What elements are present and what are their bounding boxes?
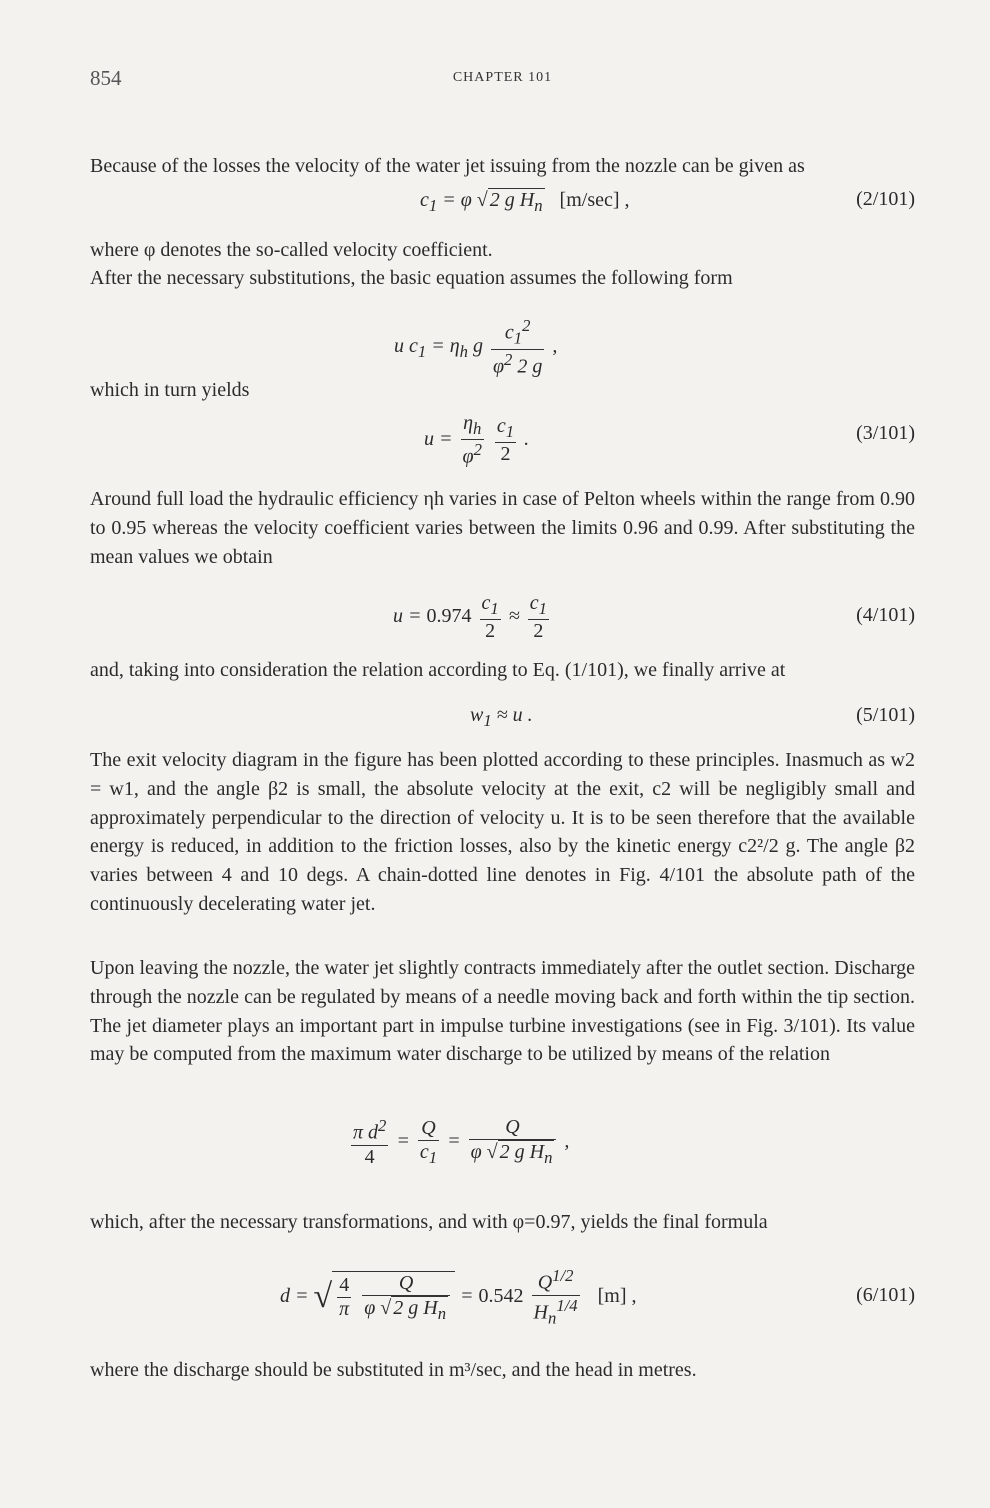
paragraph-4: which in turn yields xyxy=(90,379,250,401)
page-number: 854 xyxy=(90,66,122,90)
equation-4 xyxy=(90,590,915,650)
chapter-title: CHAPTER 101 xyxy=(452,70,553,85)
paragraph-6: and, taking into consideration the relation according to Eq. (1/101), we finally arrive at xyxy=(90,659,786,681)
equation-relation xyxy=(90,1112,915,1182)
equation-5-body: $w_1 \approx u$ . xyxy=(470,704,533,730)
equation-6-coefficient: 0.542 xyxy=(478,1284,524,1307)
equation-6-unit: [m] , xyxy=(597,1284,637,1307)
paragraph-7: The exit velocity diagram in the figure has been plotted according to these principles. Inasmuch as w2 = w1, and the angle β2 is small, the absolute velocity at the exit, c2 will be negligibly small and approximately perpendicular to the direction of velocity u. It is to be seen therefore that the available energy is reduced, in addition to the friction losses, also by the kinetic energy c2²/2 g. The angle β2 varies between 4 and 10 degs. A chain-dotted line denotes in Fig. 4/101 the absolute path of the continuously decelerating water jet. xyxy=(90,749,915,915)
equation-6-body: d = √ $\frac{4}{\pi}$ $\frac{Q}{\varphi √ 2 g H_n}$ = 0.542 $\frac{Q^{1/2}}{H_n^{1/4}}$ [m] , xyxy=(280,1266,637,1328)
paragraph-3: After the necessary substitutions, the basic equation assumes the following form xyxy=(90,267,733,289)
equation-2 xyxy=(90,188,915,228)
paragraph-9: which, after the necessary transformations, and with φ=0.97, yields the final formula xyxy=(90,1211,768,1233)
paragraph-5: Around full load the hydraulic efficiency ηh varies in case of Pelton wheels within the range from 0.90 to 0.95 whereas the velocity coefficient varies between the limits 0.96 and 0.99. After substituting the mean values we obtain xyxy=(90,488,915,568)
equation-2-unit: [m/sec] , xyxy=(559,189,630,211)
page-header xyxy=(90,60,915,90)
equation-4-number: (4/101) xyxy=(856,604,915,626)
equation-basic xyxy=(90,308,915,378)
equation-4-body: u = 0.974 $\frac{c_1}{2}$ ≈ $\frac{c_1}{2}$ xyxy=(393,592,547,642)
equation-relation-body: $\frac{\pi d^2}{4}$ = $\frac{Q}{c_1}$ = $\frac{Q}{\varphi √ 2 g H_n}$ , xyxy=(353,1116,570,1168)
paragraph-1: Because of the losses the velocity of the water jet issuing from the nozzle can be given as xyxy=(90,154,805,177)
paragraph-8: Upon leaving the nozzle, the water jet slightly contracts immediately after the outlet section. Discharge through the nozzle can be regulated by means of a needle moving back and forth within the tip section. The jet diameter plays an important part in impulse turbine investigations (see in Fig. 3/101). Its value may be computed from the maximum water discharge to be utilized by means of the relation xyxy=(90,957,915,1066)
paragraph-10: where the discharge should be substituted in m³/sec, and the head in metres. xyxy=(90,1359,697,1381)
paragraph-2: where φ denotes the so-called velocity coefficient. xyxy=(90,239,493,261)
equation-3 xyxy=(90,410,915,470)
equation-5-number: (5/101) xyxy=(856,704,915,726)
equation-3-body: u = $\frac{\eta_h}{\varphi^2}$ $\frac{c_1}{2}$ . xyxy=(424,412,530,468)
equation-basic-body: u $c_1 = \eta_h$ g $\frac{c_1^2}{\varphi^2 2 g}$ , xyxy=(394,316,558,378)
equation-6-number: (6/101) xyxy=(856,1284,915,1306)
equation-2-body: $c_1 = \varphi$ √ 2 g $H_n$ [m/sec] , xyxy=(420,189,630,215)
equation-2-number: (2/101) xyxy=(856,188,915,210)
equation-6 xyxy=(90,1262,915,1342)
equation-4-coefficient: 0.974 xyxy=(426,605,472,628)
equation-3-number: (3/101) xyxy=(856,422,915,444)
equation-5 xyxy=(90,704,915,744)
